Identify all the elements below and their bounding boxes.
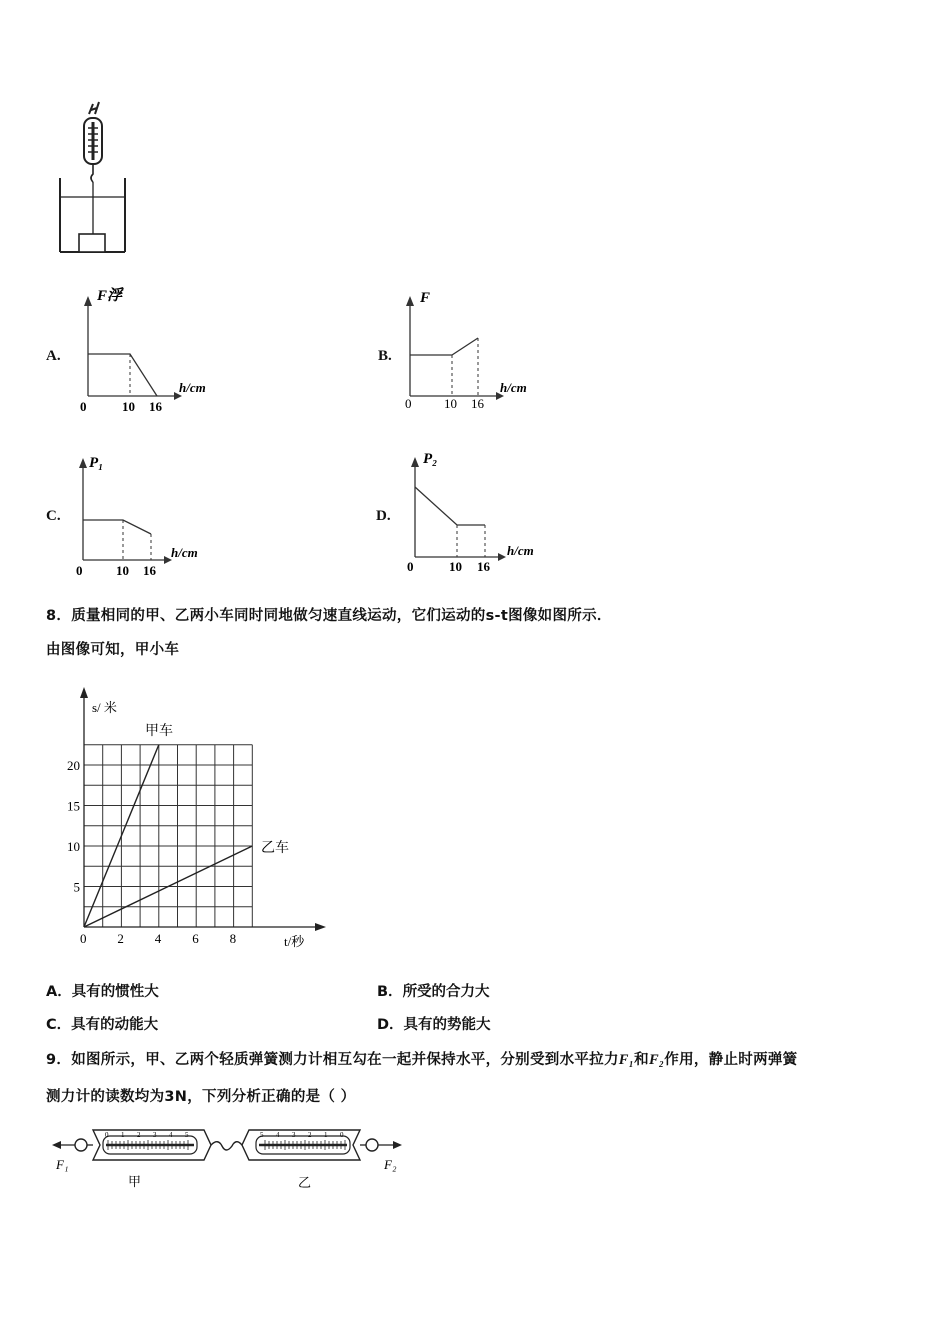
q9-and: 和 <box>634 1052 649 1068</box>
q9-stem-line2: 测力计的读数均为3N，下列分析正确的是（ ） <box>46 1089 356 1105</box>
scale-right-digit-2: 2 <box>308 1131 312 1139</box>
option-d-ylabel: P₂ <box>423 451 438 467</box>
option-c-letter[interactable]: C. <box>46 508 61 524</box>
option-c-tick-10: 10 <box>116 563 129 578</box>
option-b-tick-10: 10 <box>444 396 457 411</box>
y-tick-label: 20 <box>67 758 80 773</box>
q9-f1: F₁ <box>618 1052 635 1068</box>
option-d-tick-10: 10 <box>449 559 462 574</box>
option-d-graph <box>398 445 558 585</box>
scale-left-digit-5: 5 <box>185 1131 189 1139</box>
option-a-graph <box>70 280 230 420</box>
option-b-tick-0: 0 <box>405 396 412 411</box>
q9-stem-line1 <box>46 1048 797 1069</box>
scale-left-digit-1: 1 <box>121 1131 125 1139</box>
option-c-xlabel: h/cm <box>171 545 198 560</box>
q8-option-d[interactable] <box>377 1013 491 1034</box>
q8-stem-line2: 由图像可知，甲小车 <box>46 642 180 658</box>
option-a-tick-16: 16 <box>149 399 162 414</box>
q8-option-a-letter: A． <box>46 984 72 1000</box>
scale-right-digit-0: 0 <box>340 1131 344 1139</box>
beaker-figure <box>55 100 145 260</box>
scale-right-digit-3: 3 <box>292 1131 296 1139</box>
scale-left-digit-2: 2 <box>137 1131 141 1139</box>
q8-option-d-text: 具有的势能大 <box>403 1017 491 1033</box>
option-d-tick-0: 0 <box>407 559 414 574</box>
option-b-xlabel: h/cm <box>500 380 527 395</box>
option-b-ylabel: F <box>420 290 431 306</box>
option-a-ylabel: F浮 <box>97 288 123 304</box>
option-d-letter[interactable]: D. <box>376 508 391 524</box>
scale-name-yi: 乙 <box>298 1175 312 1190</box>
q8-option-a-text: 具有的惯性大 <box>71 984 159 1000</box>
q9-stem-a: 9．如图所示，甲、乙两个轻质弹簧测力计相互勾在一起并保持水平，分别受到水平拉力 <box>46 1052 619 1068</box>
series-label-yi: 乙车 <box>261 841 289 856</box>
scale-left-digit-3: 3 <box>153 1131 157 1139</box>
scale-right-digit-1: 1 <box>324 1131 328 1139</box>
scale-left-digit-4: 4 <box>169 1131 173 1139</box>
option-c-tick-0: 0 <box>76 563 83 578</box>
option-c-tick-16: 16 <box>143 563 156 578</box>
q8-option-c-text: 具有的动能大 <box>71 1017 159 1033</box>
x-tick-label: 4 <box>154 931 162 946</box>
option-b-tick-16: 16 <box>471 396 484 411</box>
scale-right-digit-4: 4 <box>276 1131 280 1139</box>
st-chart <box>55 680 345 955</box>
option-c-graph <box>66 448 226 588</box>
q8-option-b-text: 所受的合力大 <box>402 984 490 1000</box>
q8-option-b-letter: B． <box>377 984 403 1000</box>
q9-f2: F₂ <box>648 1052 665 1068</box>
y-tick-label: 10 <box>67 839 80 854</box>
x-tick-label: 8 <box>229 931 237 946</box>
scale-right-digit-5: 5 <box>260 1131 264 1139</box>
q8-option-b[interactable] <box>377 980 490 1001</box>
y-tick-label: 15 <box>67 798 80 814</box>
st-ylabel: s/ 米 <box>92 700 117 715</box>
option-a-xlabel: h/cm <box>179 380 206 395</box>
q8-option-a[interactable] <box>46 980 159 1001</box>
y-tick-label: 5 <box>73 879 80 895</box>
option-d-tick-16: 16 <box>477 559 490 574</box>
x-tick-label: 2 <box>117 931 124 946</box>
scale-left-digit-0: 0 <box>105 1131 109 1139</box>
option-c-ylabel: P₁ <box>89 455 104 471</box>
q9-stem-b: 作用，静止时两弹簧 <box>664 1052 798 1068</box>
x-tick-label: 6 <box>192 931 199 946</box>
q8-stem-line1: 8．质量相同的甲、乙两小车同时同地做匀速直线运动，它们运动的s-t图像如图所示． <box>46 608 612 624</box>
st-xlabel: t/秒 <box>284 934 305 949</box>
option-b-graph <box>392 280 552 420</box>
force-label-f2: F₂ <box>384 1157 397 1172</box>
spring-scales-figure <box>48 1120 408 1195</box>
option-d-xlabel: h/cm <box>507 543 534 558</box>
option-b-letter[interactable]: B. <box>378 348 392 364</box>
scale-name-jia: 甲 <box>128 1174 142 1189</box>
x-tick-label: 0 <box>80 931 87 946</box>
option-a-letter[interactable]: A. <box>46 348 61 364</box>
series-label-jia: 甲车 <box>145 724 173 739</box>
q8-option-d-letter: D． <box>377 1017 404 1033</box>
option-a-tick-10: 10 <box>122 399 135 414</box>
force-label-f1: F₁ <box>56 1157 69 1172</box>
option-a-tick-0: 0 <box>80 399 87 414</box>
q8-option-c[interactable] <box>46 1013 158 1034</box>
q8-option-c-letter: C． <box>46 1017 72 1033</box>
